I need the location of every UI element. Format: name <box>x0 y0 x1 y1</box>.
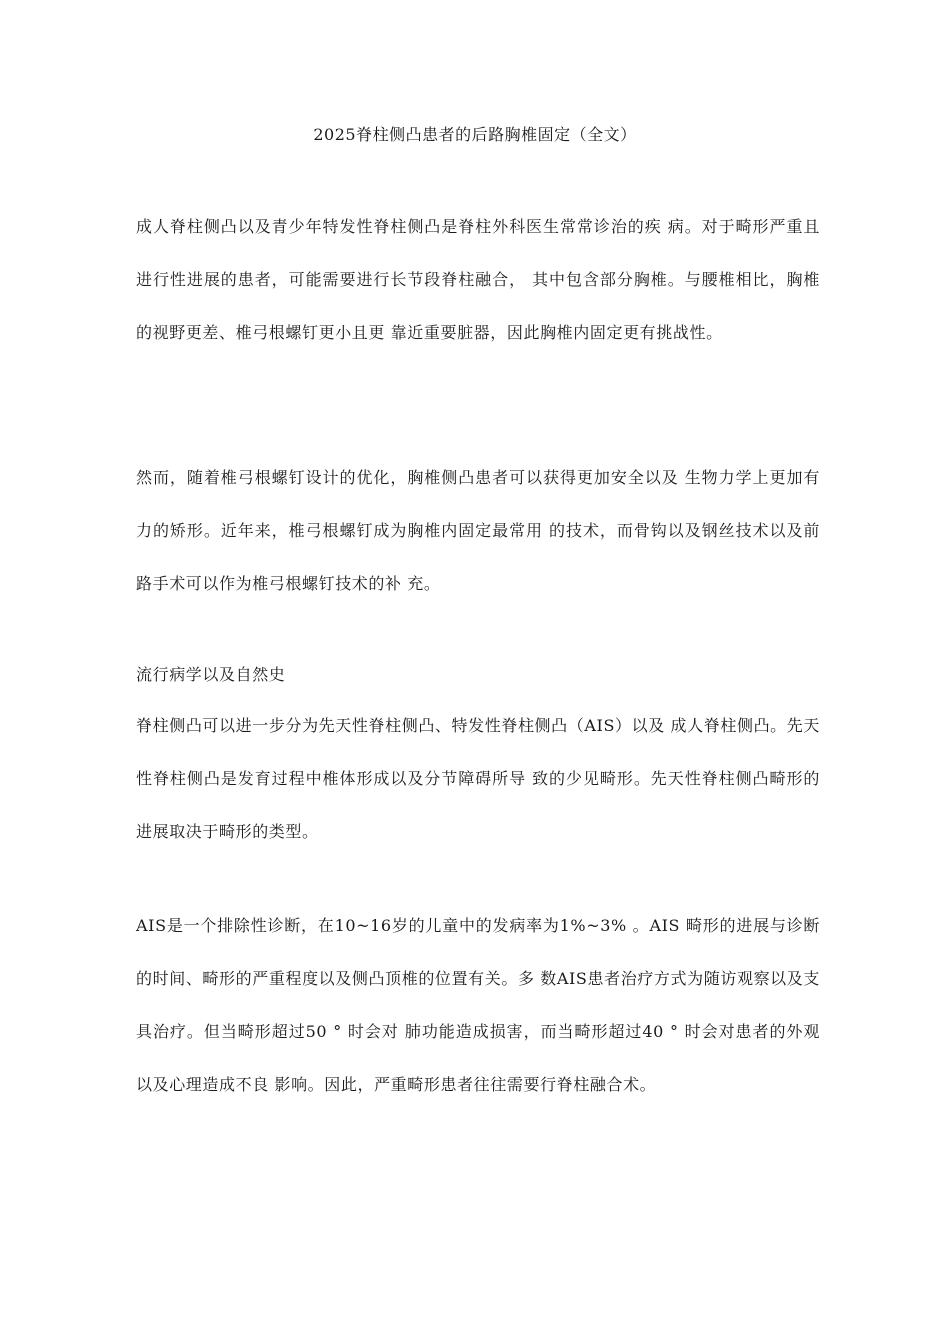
paragraph-classification: 脊柱侧凸可以进一步分为先天性脊柱侧凸、特发性脊柱侧凸（AIS）以及 成人脊柱侧凸。先天性脊柱侧凸是发育过程中椎体形成以及分节障碍所导 致的少见畸形。先天性脊柱侧凸畸形的进展取决于畸形的类型。 <box>136 716 820 841</box>
paragraph-ais: AIS是一个排除性诊断，在10~16岁的儿童中的发病率为1%~3% 。AIS 畸形的进展与诊断的时间、畸形的严重程度以及侧凸顶椎的位置有关。多 数AIS患者治疗方式为随访观察以及支具治疗。但当畸形超过50 ° 时会对 肺功能造成损害，而当畸形超过40 ° 时会对患者的外观以及心理造成不良 影响。因此，严重畸形患者往往需要行脊柱融合术。 <box>136 916 820 1094</box>
section-heading: 流行病学以及自然史 <box>136 665 286 684</box>
paragraph-intro: 成人脊柱侧凸以及青少年特发性脊柱侧凸是脊柱外科医生常常诊治的疾 病。对于畸形严重且进行性进展的患者，可能需要进行长节段脊柱融合， 其中包含部分胸椎。与腰椎相比，胸椎的视野更差、椎弓根螺钉更小且更 靠近重要脏器，因此胸椎内固定更有挑战性。 <box>136 217 820 342</box>
document-title: 2025脊柱侧凸患者的后路胸椎固定（全文） <box>313 125 637 144</box>
paragraph-pedicle-screws: 然而，随着椎弓根螺钉设计的优化，胸椎侧凸患者可以获得更加安全以及 生物力学上更加有力的矫形。近年来，椎弓根螺钉成为胸椎内固定最常用 的技术，而骨钩以及钢丝技术以及前路手术可以作为椎弓根螺钉技术的补 充。 <box>136 468 820 593</box>
